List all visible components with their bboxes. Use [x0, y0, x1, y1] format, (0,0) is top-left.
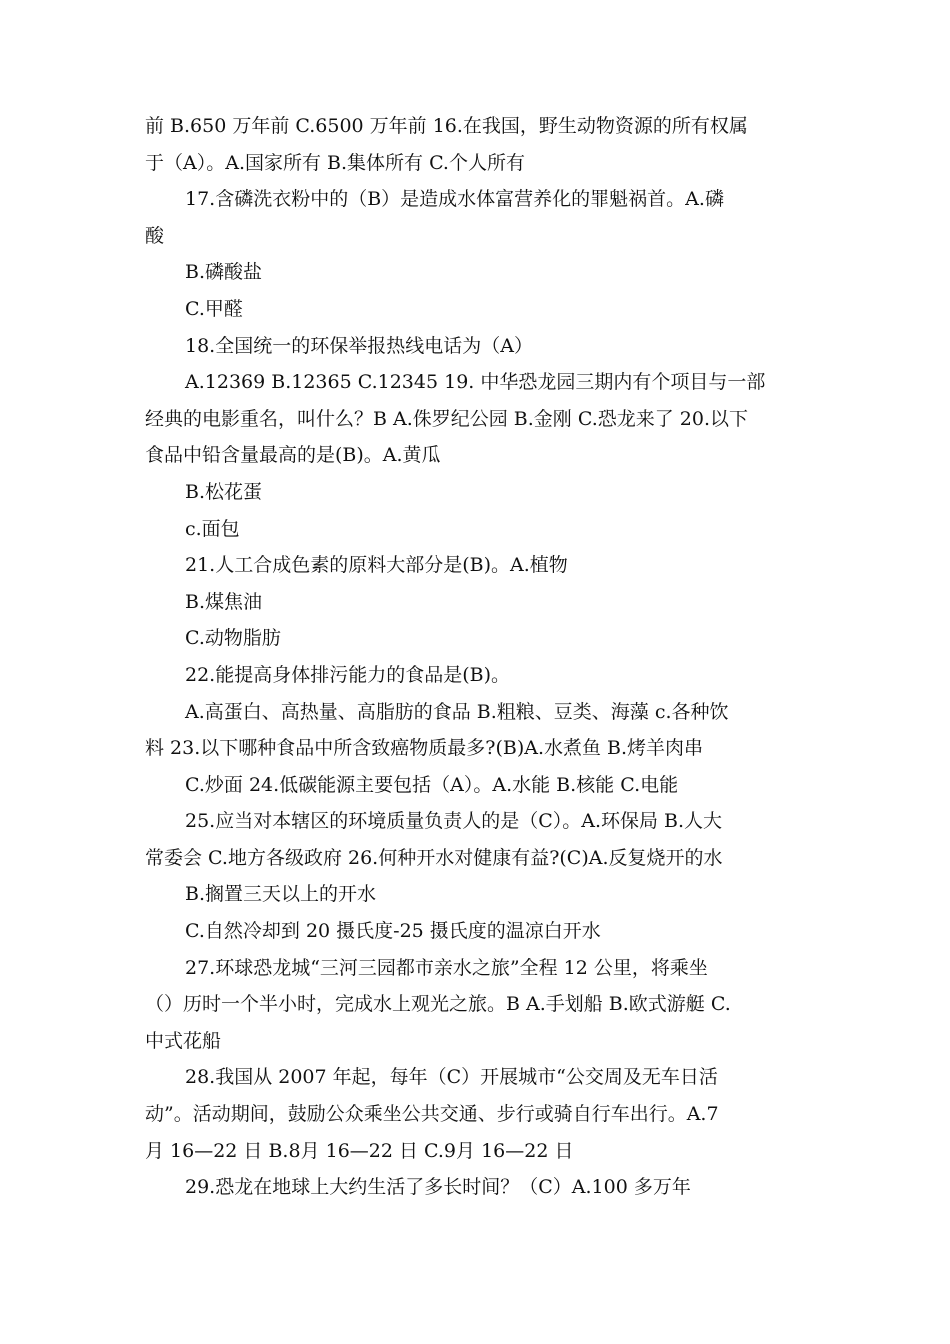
text-line: B.搁置三天以上的开水	[185, 883, 377, 906]
text-line: 29.恐龙在地球上大约生活了多长时间？（C）A.100 多万年	[185, 1176, 691, 1199]
text-line: 酸	[145, 224, 165, 247]
text-line: 28.我国从 2007 年起，每年（C）开展城市“公交周及无车日活	[185, 1066, 718, 1089]
text-line: 经典的电影重名，叫什么？B A.侏罗纪公园 B.金刚 C.恐龙来了 20.以下	[145, 407, 749, 430]
text-line: 前 B.650 万年前 C.6500 万年前 16.在我国，野生动物资源的所有权属	[145, 115, 748, 137]
text-line: （）历时一个半小时，完成水上观光之旅。B A.手划船 B.欧式游艇 C.	[145, 993, 731, 1016]
text-line: 18.全国统一的环保举报热线电话为（A）	[185, 334, 533, 357]
text-line: 于（A）。A.国家所有 B.集体所有 C.个人所有	[145, 151, 525, 174]
text-line: B.磷酸盐	[185, 261, 263, 284]
text-line: A.12369 B.12365 C.12345 19. 中华恐龙园三期内有个项目与一部	[185, 371, 766, 394]
text-line: 25.应当对本辖区的环境质量负责人的是（C）。A.环保局 B.人大	[185, 810, 723, 833]
text-line: 17.含磷洗衣粉中的（B）是造成水体富营养化的罪魁祸首。A.磷	[185, 188, 724, 211]
text-line: 料 23.以下哪种食品中所含致癌物质最多?(B)A.水煮鱼 B.烤羊肉串	[145, 737, 704, 760]
text-line: B.松花蛋	[185, 480, 263, 503]
text-line: C.甲醛	[185, 297, 243, 320]
text-line: 22.能提高身体排污能力的食品是(B)。	[185, 663, 511, 686]
text-line: 27.环球恐龙城“三河三园都市亲水之旅”全程 12 公里，将乘坐	[185, 956, 708, 979]
text-line: C.自然冷却到 20 摄氏度-25 摄氏度的温凉白开水	[185, 920, 601, 943]
text-line: C.动物脂肪	[185, 627, 281, 650]
text-line: 月 16—22 日 B.8月 16—22 日 C.9月 16—22 日	[145, 1139, 574, 1162]
text-line: A.高蛋白、高热量、高脂肪的食品 B.粗粮、豆类、海藻 c.各种饮	[185, 700, 729, 723]
text-line: 常委会 C.地方各级政府 26.何种开水对健康有益?(C)A.反复烧开的水	[145, 846, 723, 869]
text-line: 动”。活动期间，鼓励公众乘坐公共交通、步行或骑自行车出行。A.7	[145, 1103, 719, 1126]
document-body	[145, 108, 810, 1206]
text-line: B.煤焦油	[185, 590, 263, 613]
text-line: 食品中铅含量最高的是(B)。A.黄瓜	[145, 444, 441, 467]
text-line: c.面包	[185, 517, 240, 540]
text-line: 21.人工合成色素的原料大部分是(B)。A.植物	[185, 554, 568, 577]
text-line: C.炒面 24.低碳能源主要包括（A）。A.水能 B.核能 C.电能	[185, 773, 679, 796]
text-line: 中式花船	[145, 1029, 222, 1052]
